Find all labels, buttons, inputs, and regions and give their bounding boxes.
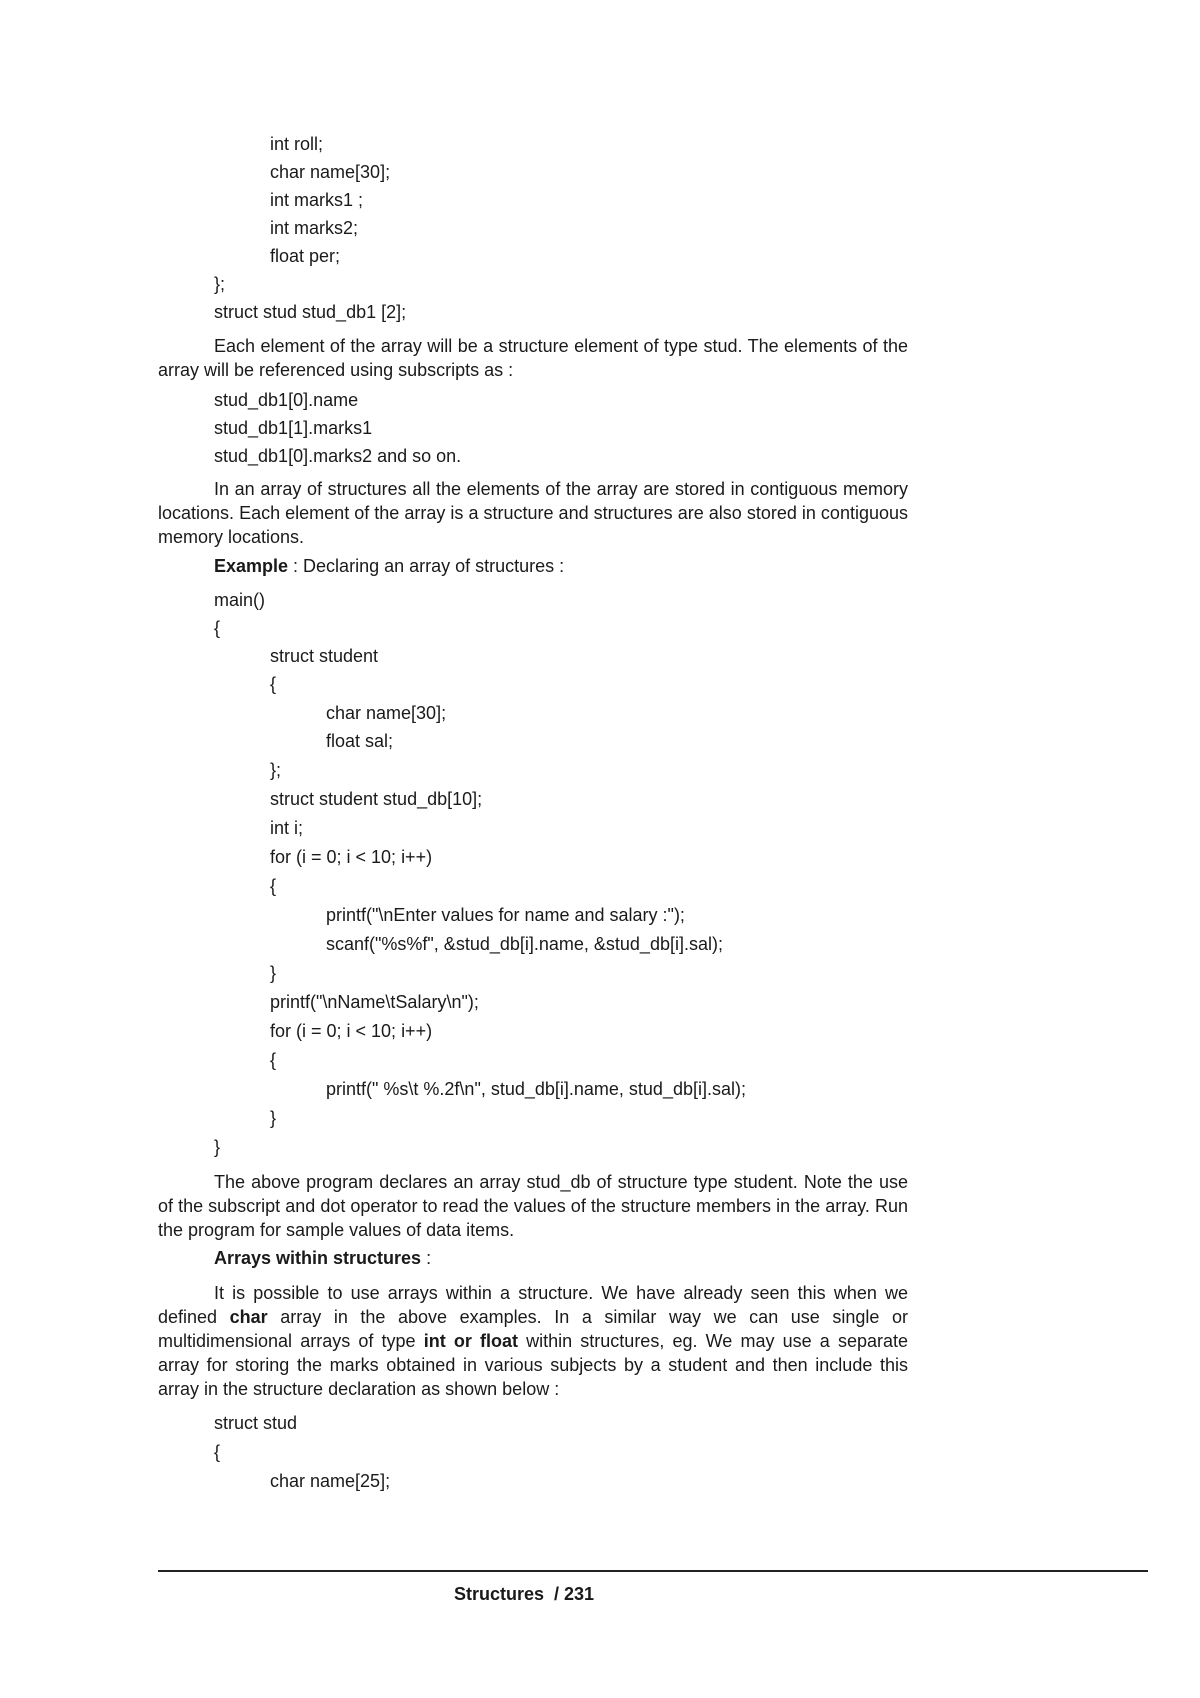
code-line: { (270, 876, 277, 896)
code-line: printf(" %s\t %.2f\n", stud_db[i].name, stud_db[i].sal); (326, 1079, 746, 1099)
section-heading (214, 1247, 431, 1269)
code-line: scanf("%s%f", &stud_db[i].name, &stud_db[i].sal); (326, 934, 723, 954)
code-line: struct student (270, 646, 379, 666)
para4-bold: int or float (423, 1331, 518, 1351)
code-line: }; (214, 274, 226, 294)
code-line: printf("\nEnter values for name and salary :"); (326, 905, 685, 925)
code-line: struct stud (214, 1413, 298, 1433)
paragraph-array-elements: Each element of the array will be a structure element of type stud. The elements of the array will be referenced using subscripts as : (158, 336, 908, 380)
paragraph-arrays-within-structures (158, 1281, 908, 1401)
code-line: int i; (270, 818, 304, 838)
paragraph-program-explanation: The above program declares an array stud_db of structure type student. Note the use of the subscript and dot operator to read the values of the structure members in the array. Run the program for sample values of data items. (158, 1172, 908, 1240)
footer-rule (158, 1570, 1148, 1572)
code-line: int roll; (270, 134, 324, 154)
section-heading-bold: Arrays within structures (214, 1248, 422, 1268)
section-heading-rest: : (421, 1248, 432, 1268)
code-line: float per; (270, 246, 341, 266)
code-line: int marks1 ; (270, 190, 364, 210)
code-line: { (270, 674, 277, 694)
page-footer: Structures / 231 (454, 1584, 595, 1604)
code-line: } (270, 1108, 277, 1128)
example-heading (214, 555, 564, 577)
code-line: }; (270, 760, 282, 780)
para4-bold: char (229, 1307, 268, 1327)
code-line: } (270, 963, 277, 983)
example-text: : Declaring an array of structures : (288, 556, 565, 576)
code-line: } (214, 1137, 221, 1157)
code-line: main() (214, 590, 266, 610)
example-label: Example (214, 556, 289, 576)
subscript-example: stud_db1[1].marks1 (214, 418, 373, 438)
code-line: float sal; (326, 731, 394, 751)
subscript-example: stud_db1[0].name (214, 390, 359, 410)
code-line: char name[25]; (270, 1471, 391, 1491)
code-line: struct stud stud_db1 [2]; (214, 302, 407, 322)
para4-part: It is possible to use arrays within a structure. We have already seen this when we defined (158, 1283, 908, 1327)
code-line: char name[30]; (270, 162, 391, 182)
para4-part: array in the above examples. In a similar way we can use single or multidimensional arrays of type (158, 1307, 908, 1351)
subscript-example: stud_db1[0].marks2 and so on. (214, 446, 462, 466)
code-line: printf("\nName\tSalary\n"); (270, 992, 479, 1012)
code-line: for (i = 0; i < 10; i++) (270, 1021, 433, 1041)
code-line: char name[30]; (326, 703, 447, 723)
code-line: { (270, 1050, 277, 1070)
paragraph-contiguous-memory: In an array of structures all the elements of the array are stored in contiguous memory locations. Each element of the array is a structure and structures are also stored in contiguous memory locations. (158, 479, 908, 547)
code-line: int marks2; (270, 218, 359, 238)
code-line: { (214, 618, 221, 638)
code-line: for (i = 0; i < 10; i++) (270, 847, 433, 867)
para4-part: within structures, eg. We may use a separate array for storing the marks obtained in various subjects by a student and then include this array in the structure declaration as shown below : (158, 1331, 908, 1399)
code-line: struct student stud_db[10]; (270, 789, 483, 809)
code-line: { (214, 1442, 221, 1462)
